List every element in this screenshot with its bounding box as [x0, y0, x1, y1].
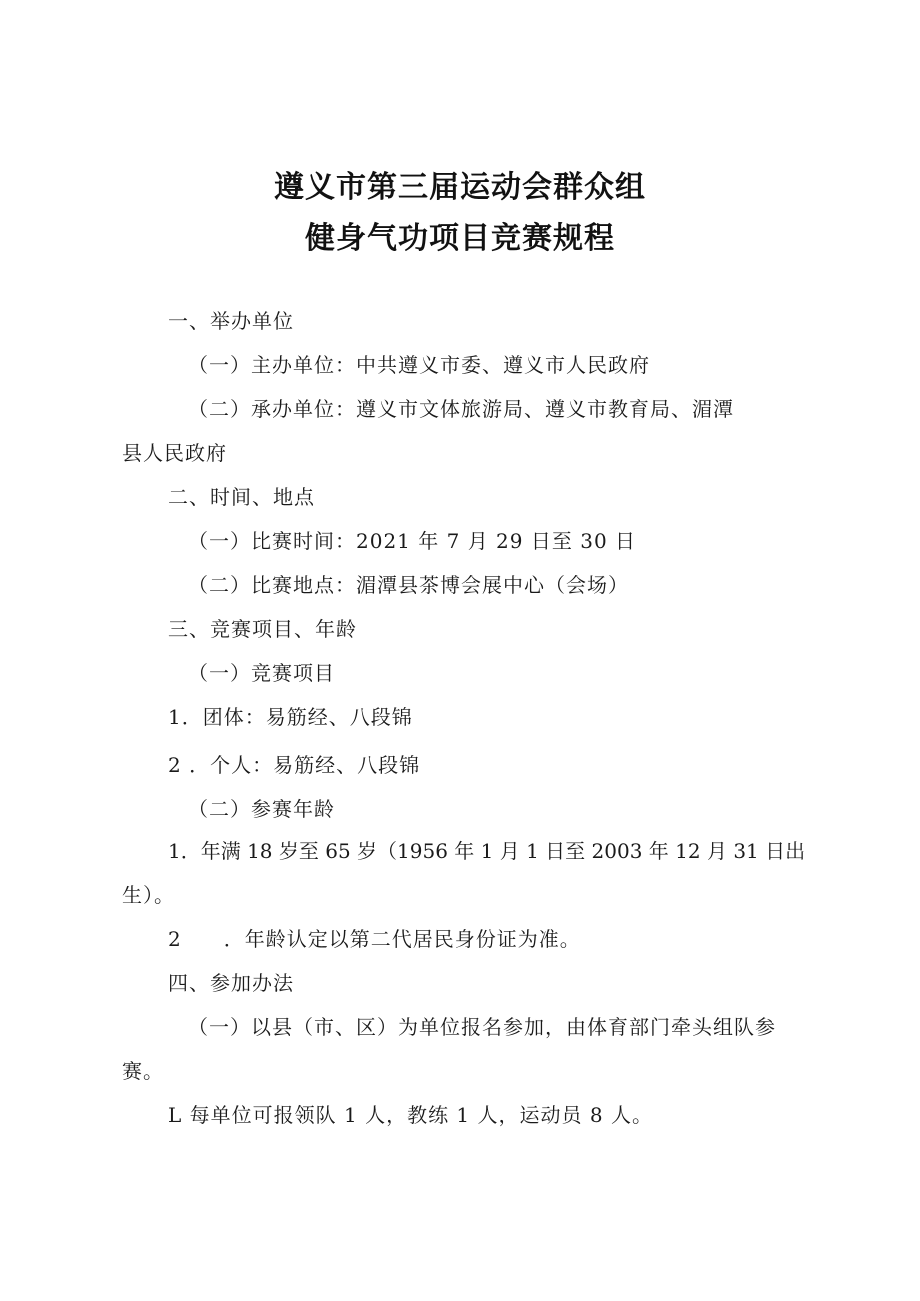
list-item-age-id: 2 ．年龄认定以第二代居民身份证为准。 — [168, 927, 581, 951]
section-heading-time-place: 二、时间、地点 — [168, 485, 315, 509]
section-heading-organizers: 一、举办单位 — [168, 309, 294, 333]
paragraph-registration: （一）以县（市、区）为单位报名参加，由体育部门牵头组队参 — [188, 1015, 776, 1039]
list-item-team-size: L 每单位可报领队 1 人，教练 1 人，运动员 8 人。 — [168, 1103, 653, 1127]
paragraph-competition-time: （一）比赛时间：2021 年 7 月 29 日至 30 日 — [188, 529, 637, 553]
list-item-age-range: 1．年满 18 岁至 65 岁（1956 年 1 月 1 日至 2003 年 12 月 31 日出 — [168, 839, 806, 863]
section-heading-participation: 四、参加办法 — [168, 971, 294, 995]
section-heading-events-age: 三、竞赛项目、年龄 — [168, 617, 357, 641]
document-title-line2: 健身气功项目竞赛规程 — [305, 221, 615, 256]
subheading-events: （一）竞赛项目 — [188, 661, 335, 685]
paragraph-competition-venue: （二）比赛地点：湄潭县茶博会展中心（会场） — [188, 573, 629, 597]
list-item-age-range-continued: 生）。 — [122, 883, 175, 907]
paragraph-undertaker: （二）承办单位：遵义市文体旅游局、遵义市教育局、湄潭 — [188, 397, 734, 421]
list-item-team: 1．团体：易筋经、八段锦 — [168, 705, 413, 729]
list-item-individual: 2 ．个人：易筋经、八段锦 — [168, 753, 421, 777]
subheading-age: （二）参赛年龄 — [188, 797, 335, 821]
paragraph-undertaker-continued: 县人民政府 — [122, 441, 227, 465]
paragraph-host: （一）主办单位：中共遵义市委、遵义市人民政府 — [188, 353, 650, 377]
paragraph-registration-continued: 赛。 — [122, 1059, 164, 1083]
document-title-line1: 遵义市第三届运动会群众组 — [274, 170, 646, 205]
